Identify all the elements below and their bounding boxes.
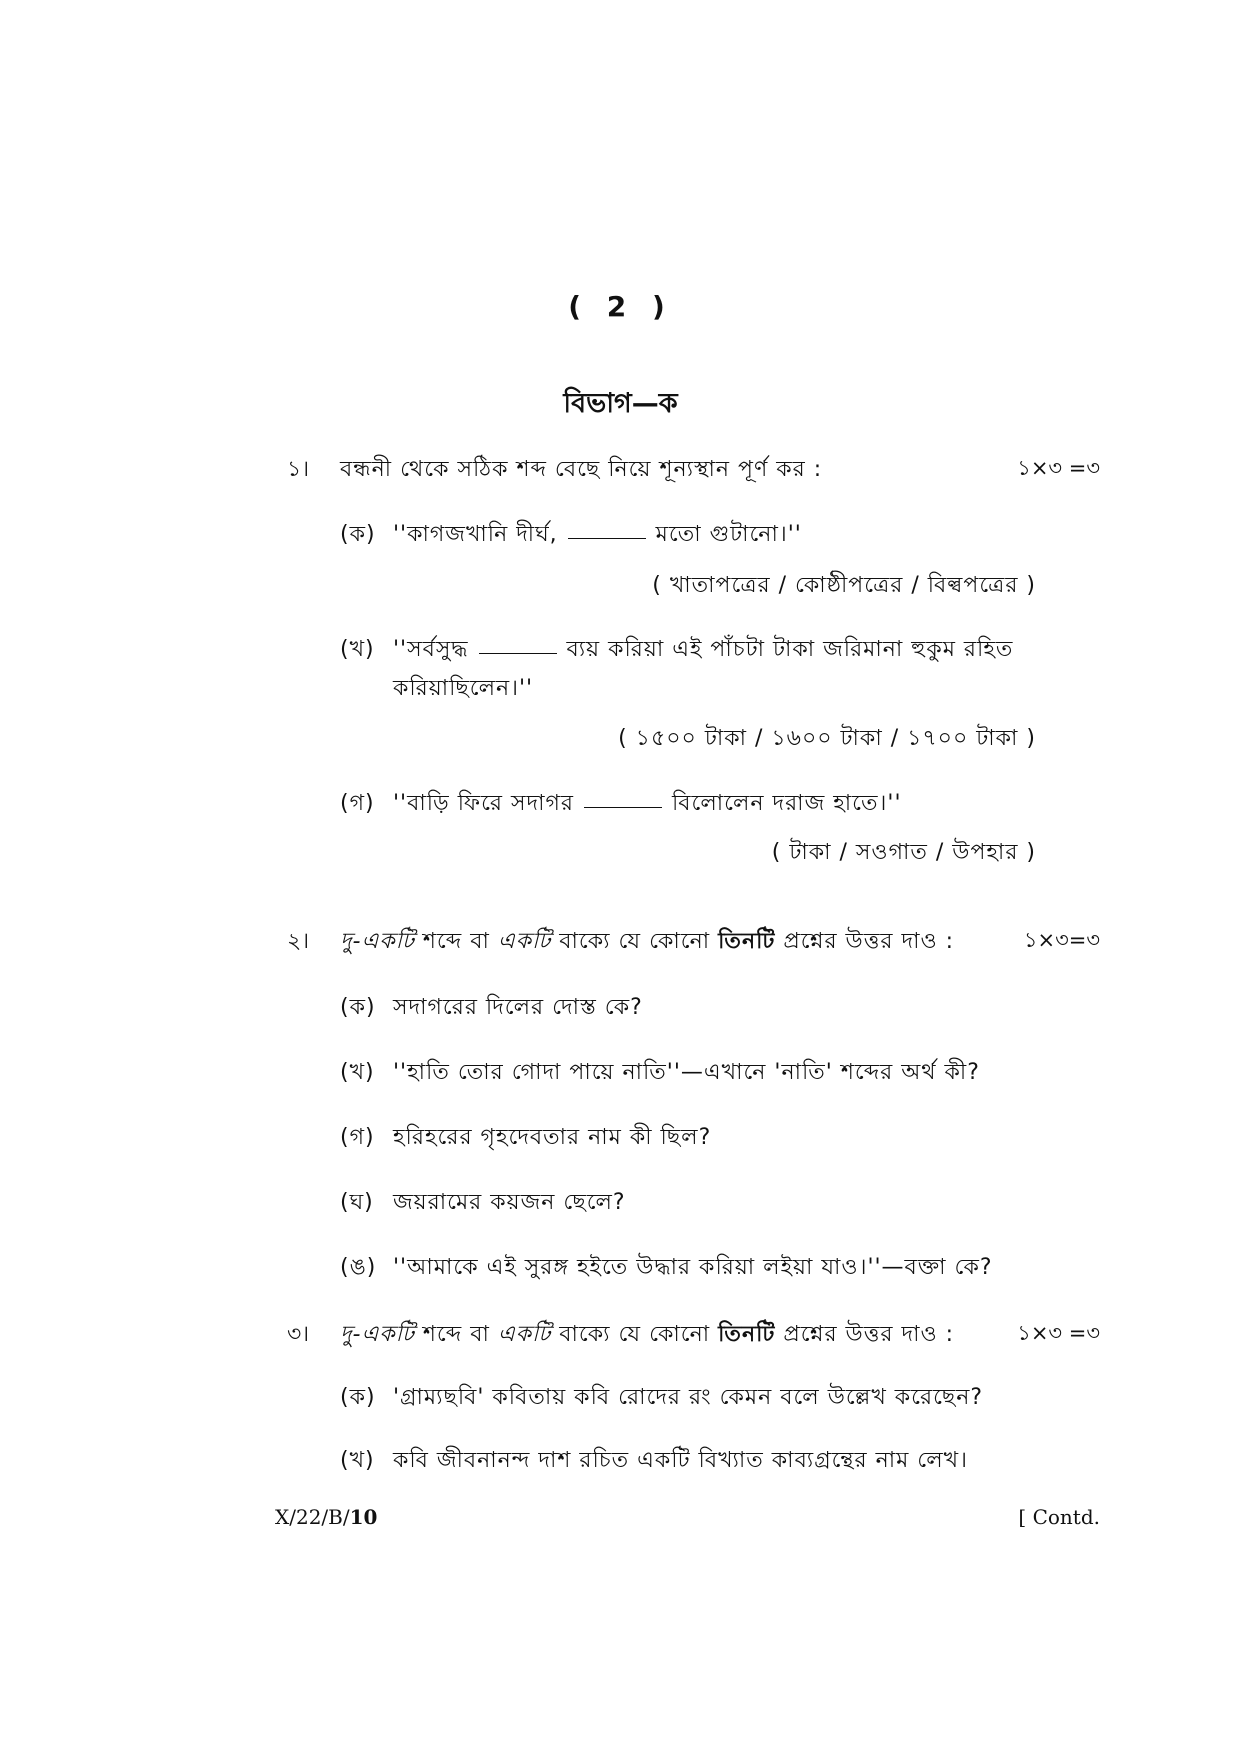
item-text: হরিহরের গৃহদেবতার নাম কী ছিল?: [393, 1125, 712, 1150]
question-text: দু-একটি শব্দে বা একটি বাক্যে যে কোনো তিনটি প্রশ্নের উত্তর দাও :: [340, 1322, 955, 1347]
continued-label: [ Contd.: [1018, 1505, 1100, 1529]
question-number: ২।: [287, 929, 310, 954]
item-text: জয়রামের কয়জন ছেলে?: [393, 1190, 626, 1215]
fill-blank: [584, 806, 662, 808]
item-options: ( টাকা / সওগাত / উপহার ): [771, 840, 1036, 865]
item-text: কবি জীবনানন্দ দাশ রচিত একটি বিখ্যাত কাব্যগ্রন্থের নাম লেখ।: [393, 1448, 968, 1473]
question-number: ১।: [287, 457, 310, 482]
section-title: বিভাগ—ক: [563, 388, 678, 419]
page-number: ( 2 ): [568, 290, 673, 323]
item-text: ''হাতি তোর গোদা পায়ে নাতি''—এখানে 'নাতি' শব্দের অর্থ কী?: [393, 1060, 980, 1085]
item-label: (ঙ): [340, 1255, 377, 1280]
marks: ১×৩=৩: [1023, 928, 1100, 952]
question-text: বন্ধনী থেকে সঠিক শব্দ বেছে নিয়ে শূন্যস্থান পূর্ণ কর :: [340, 457, 823, 482]
item-options: ( ১৫০০ টাকা / ১৬০০ টাকা / ১৭০০ টাকা ): [618, 726, 1036, 751]
item-label: (খ): [340, 1448, 375, 1473]
question-text: দু-একটি শব্দে বা একটি বাক্যে যে কোনো তিনটি প্রশ্নের উত্তর দাও :: [340, 929, 955, 954]
marks: ১×৩ =৩: [1017, 1321, 1100, 1345]
item-text: ''কাগজখানি দীর্ঘ, মতো গুটানো।'': [393, 522, 802, 547]
fill-blank: [479, 652, 557, 654]
item-label: (গ): [340, 1125, 375, 1150]
fill-blank: [568, 537, 646, 539]
question-number: ৩।: [287, 1322, 310, 1347]
marks: ১×৩ =৩: [1017, 456, 1100, 480]
item-label: (খ): [340, 1060, 375, 1085]
item-label: (গ): [340, 791, 375, 816]
item-text: ''বাড়ি ফিরে সদাগর বিলোলেন দরাজ হাতে।'': [393, 791, 902, 816]
item-label: (খ): [340, 637, 375, 662]
paper-code: X/22/B/10: [275, 1505, 378, 1529]
item-options: ( খাতাপত্রের / কোষ্ঠীপত্রের / বিল্বপত্রের ): [652, 573, 1036, 598]
item-text: ''সর্বসুদ্ধ ব্যয় করিয়া এই পাঁচটা টাকা জরিমানা হুকুম রহিত: [393, 637, 1014, 662]
item-text: 'গ্রাম্যছবি' কবিতায় কবি রোদের রং কেমন বলে উল্লেখ করেছেন?: [393, 1385, 984, 1410]
item-text: সদাগরের দিলের দোস্ত কে?: [393, 995, 643, 1020]
item-label: (ঘ): [340, 1190, 374, 1215]
item-label: (ক): [340, 995, 376, 1020]
item-text-continuation: করিয়াছিলেন।'': [393, 676, 534, 701]
item-label: (ক): [340, 522, 376, 547]
item-label: (ক): [340, 1385, 376, 1410]
item-text: ''আমাকে এই সুরঙ্গ হইতে উদ্ধার করিয়া লইয়া যাও।''—বক্তা কে?: [393, 1255, 993, 1280]
